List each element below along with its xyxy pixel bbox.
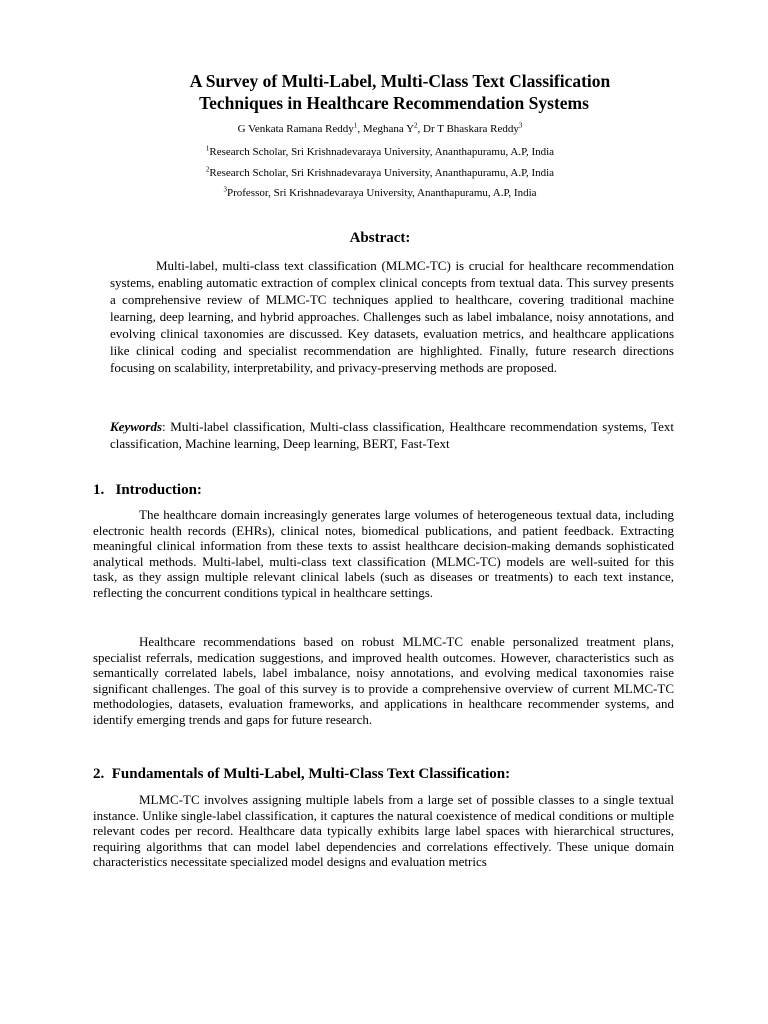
body-paragraph: Healthcare recommendations based on robust MLMC-TC enable personalized treatment plans, specialist referrals, medication suggestions, and improved health outcomes. However, characteristics such as semantically correlated labels, label imbalance, noisy annotations, and evolving medical taxonomies raise significant challenges. The goal of this survey is to provide a comprehensive overview of current MLMC-TC methodologies, datasets, evaluation frameworks, and applications in healthcare recommender systems, and identify emerging trends and gaps for future research. bbox=[93, 634, 674, 727]
paper-title bbox=[140, 70, 660, 114]
abstract-heading: Abstract: bbox=[349, 230, 411, 246]
section-title: Fundamentals of Multi-Label, Multi-Class Text Classification: bbox=[111, 766, 511, 782]
affiliation-text: Research Scholar, Sri Krishnadevaraya University, Ananthapuramu, A.P, India bbox=[209, 167, 555, 179]
author-name: Dr T Bhaskara Reddy bbox=[423, 123, 519, 135]
affiliation-text: Professor, Sri Krishnadevaraya University, Ananthapuramu, A.P, India bbox=[226, 187, 537, 199]
keywords-colon: : bbox=[162, 419, 166, 434]
affiliation-marker: 2 bbox=[205, 165, 210, 174]
body-paragraph: MLMC-TC involves assigning multiple labels from a large set of possible classes to a single textual instance. Unlike single-label classification, it captures the natural coexistence of medical conditions or multiple relevant codes per record. Healthcare data typically exhibits large label spaces with hierarchical structures, requiring algorithms that can model label dependencies and correlations effectively. These unique domain characteristics necessitate specialized model designs and evaluation metrics bbox=[93, 792, 674, 870]
abstract-body: Multi-label, multi-class text classification (MLMC-TC) is crucial for healthcare recommendation systems, enabling automatic extraction of complex clinical concepts from textual data. This survey presents a comprehensive review of MLMC-TC techniques applied to healthcare, covering traditional machine learning, deep learning, and hybrid approaches. Challenges such as label imbalance, noisy annotations, and evolving clinical taxonomies are discussed. Key datasets, evaluation metrics, and healthcare applications like clinical coding and specialist recommendation are highlighted. Finally, future research directions focusing on scalability, interpretability, and privacy-preserving methods are proposed. bbox=[110, 258, 674, 375]
author-name: Meghana Y bbox=[362, 123, 415, 135]
section-number: 1. bbox=[93, 482, 105, 498]
section-heading-fundamentals bbox=[93, 765, 693, 783]
affiliation-marker: 1 bbox=[205, 144, 210, 153]
affiliation-text: Research Scholar, Sri Krishnadevaraya University, Ananthapuramu, A.P, India bbox=[209, 146, 555, 158]
body-paragraph: The healthcare domain increasingly generates large volumes of heterogeneous textual data, including electronic health records (EHRs), clinical notes, biomedical publications, and patient feedback. Extracting meaningful clinical information from these texts to assist healthcare decision-making demands sophisticated analytical methods. Multi-label, multi-class text classification (MLMC-TC) models are well-suited for this task, as they assign multiple relevant clinical labels (such as diseases or treatments) to each text instance, reflecting the concurrent conditions typical in healthcare settings. bbox=[93, 507, 674, 600]
keywords-label: Keywords bbox=[110, 419, 162, 434]
author-list bbox=[100, 122, 660, 136]
section-heading-introduction bbox=[93, 481, 693, 499]
author-affiliation-marker: 2 bbox=[414, 121, 418, 130]
keywords-text: Multi-label classification, Multi-class classification, Healthcare recommendation systems, Text classification, Machine learning, Deep learning, BERT, Fast-Text bbox=[110, 419, 674, 451]
author-separator: , bbox=[417, 123, 424, 135]
title-line-1: A Survey of Multi-Label, Multi-Class Text Classification bbox=[189, 71, 611, 91]
author-affiliation-marker: 3 bbox=[518, 121, 523, 130]
affiliation bbox=[100, 145, 660, 159]
author-name: G Venkata Ramana Reddy bbox=[237, 123, 354, 135]
section-title: Introduction: bbox=[115, 482, 202, 498]
author-separator: , bbox=[357, 123, 363, 135]
affiliation-marker: 3 bbox=[223, 185, 227, 194]
affiliation bbox=[100, 166, 660, 180]
affiliation bbox=[100, 186, 660, 200]
title-line-2: Techniques in Healthcare Recommendation Systems bbox=[199, 93, 589, 113]
section-number: 2. bbox=[93, 766, 105, 782]
author-affiliation-marker: 1 bbox=[353, 121, 358, 130]
keywords bbox=[110, 418, 674, 452]
